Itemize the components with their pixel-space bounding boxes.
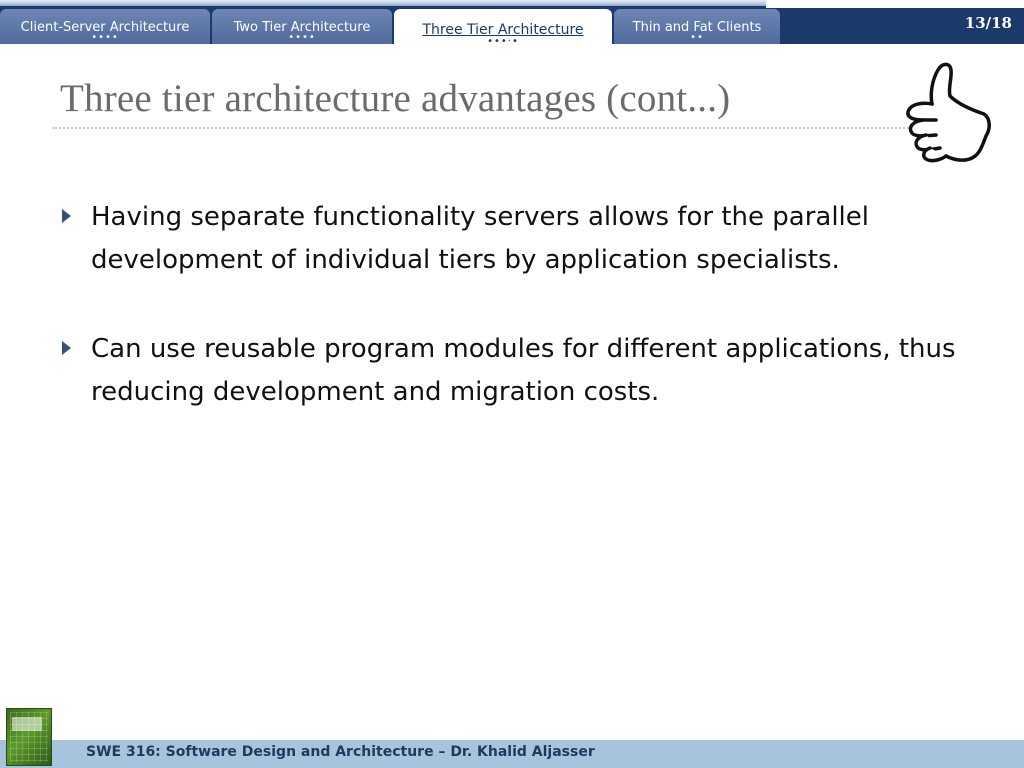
bullet-text: Having separate functionality servers allows for the parallel development of individual tiers by application specialists. [91,202,869,275]
book-cover-label [12,717,42,731]
page-counter: 13/18 [964,14,1012,32]
tab-thin-and-fat-clients[interactable] [614,9,780,44]
triangle-bullet-icon [62,341,71,355]
tab-two-tier-architecture[interactable] [212,9,392,44]
tab-label: Two Tier Architecture [233,20,371,35]
slide-title: Three tier architecture advantages (cont...) [60,77,731,120]
bullet-list [60,196,980,460]
tab-progress-dots: •• [690,32,704,43]
bullet-text: Can use reusable program modules for different applications, thus reducing development and migration costs. [91,334,956,407]
thumbs-up-icon [902,58,994,166]
footer-course-title: SWE 316: Software Design and Architecture – Dr. Khalid Aljasser [86,744,595,760]
top-accent-line-right [766,0,1024,8]
tab-label: Thin and Fat Clients [632,20,762,35]
tab-progress-dots: •••• [288,32,316,43]
tab-label: Three Tier Architecture [422,22,584,38]
book-cover-icon [6,708,52,766]
bullet-item [60,328,980,414]
top-accent-line [0,0,766,6]
triangle-bullet-icon [62,209,71,223]
tab-progress-dots: •••‧• [487,36,519,47]
title-divider [52,127,912,129]
tab-three-tier-architecture[interactable] [394,9,612,45]
tab-label: Client-Server Architecture [20,20,190,35]
tab-client-server-architecture[interactable] [0,9,210,44]
bullet-item [60,196,980,282]
tab-progress-dots: •••• [91,32,119,43]
top-navigation-bar [0,0,1024,47]
